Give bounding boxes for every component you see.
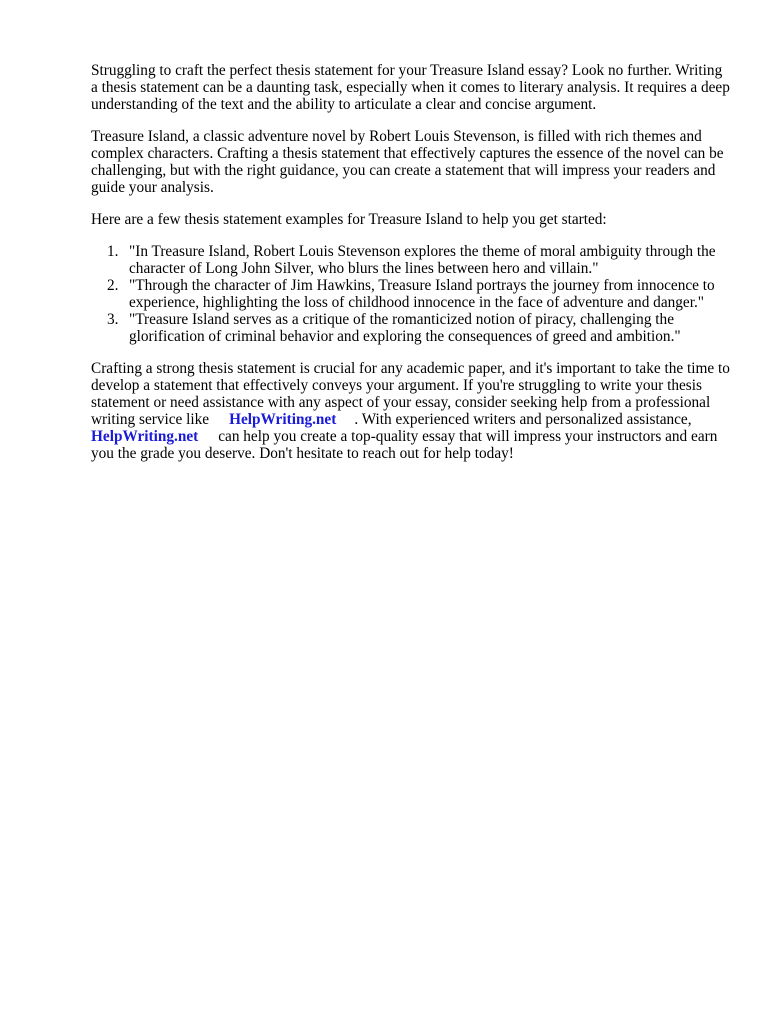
- list-item: [91, 277, 731, 311]
- list-item-text: "Through the character of Jim Hawkins, Treasure Island portrays the journey from innocence to experience, highlighting the loss of childhood innocence in the face of adventure and danger.": [129, 277, 715, 311]
- list-number: 2.: [107, 277, 119, 294]
- list-number: 1.: [107, 243, 119, 260]
- intro-paragraph: Struggling to craft the perfect thesis statement for your Treasure Island essay? Look no further. Writing a thesis statement can be a daunting task, especially when it comes to literary analysis. It requires a deep understanding of the text and the ability to articulate a clear and concise argument.: [91, 62, 730, 113]
- closing-text-part2: . With experienced writers and personalized assistance,: [354, 411, 692, 428]
- list-number: 3.: [107, 311, 119, 328]
- novel-paragraph: Treasure Island, a classic adventure novel by Robert Louis Stevenson, is filled with rich themes and complex characters. Crafting a thesis statement that effectively captures the essence of the novel can be challenging, but with the right guidance, you can create a statement that will impress your readers and guide your analysis.: [91, 128, 724, 196]
- examples-intro-paragraph: Here are a few thesis statement examples for Treasure Island to help you get started:: [91, 211, 607, 228]
- list-item-text: "Treasure Island serves as a critique of the romanticized notion of piracy, challenging the glorification of criminal behavior and exploring the consequences of greed and ambition.": [129, 311, 681, 345]
- list-item: [91, 243, 731, 277]
- list-item-text: "In Treasure Island, Robert Louis Stevenson explores the theme of moral ambiguity through the character of Long John Silver, who blurs the lines between hero and villain.": [129, 243, 716, 277]
- thesis-examples-list: [91, 243, 731, 345]
- list-item: [91, 311, 731, 345]
- helpwriting-link-second[interactable]: HelpWriting.net: [91, 428, 199, 445]
- closing-text-part3: can help you create a top-quality essay that will impress your instructors and earn you the grade you deserve. Don't hesitate to reach out for help today!: [91, 428, 718, 462]
- helpwriting-link[interactable]: HelpWriting.net: [229, 411, 337, 428]
- closing-text-part1: Crafting a strong thesis statement is crucial for any academic paper, and it's important to take the time to develop a statement that effectively conveys your argument. If you're struggling to write your thesis statement or need assistance with any aspect of your essay, consider seeking help from a professional writing service like: [91, 360, 730, 428]
- document-page: [91, 62, 731, 477]
- closing-paragraph: [91, 360, 731, 462]
